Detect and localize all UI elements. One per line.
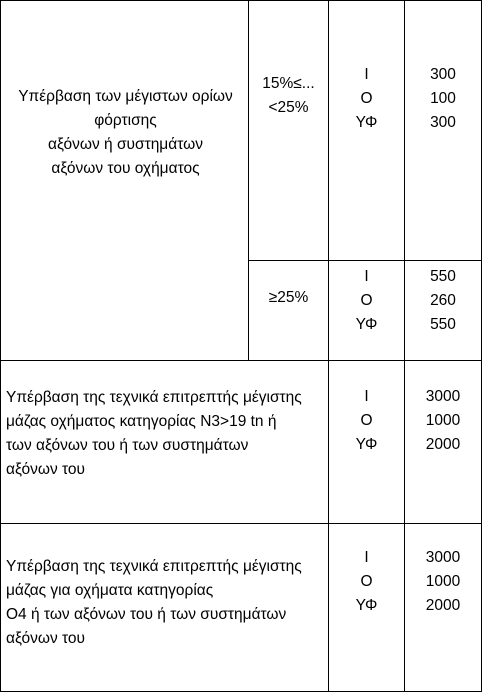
description-line: αξόνων ή συστημάτων — [48, 136, 203, 153]
violation-description — [1, 361, 329, 524]
violation-description — [1, 1, 249, 361]
amount-value: 3000 — [425, 388, 461, 405]
code-label: Ο — [360, 292, 373, 309]
code-label: Ι — [364, 388, 369, 405]
amount-value: 2000 — [425, 436, 461, 453]
description-line: Υπέρβαση των μέγιστων ορίων — [18, 88, 233, 105]
description-line: των αξόνων του ή των συστημάτων — [6, 437, 249, 454]
code-label: ΥΦ — [355, 316, 378, 333]
amount-cell — [405, 524, 482, 692]
code-label: ΥΦ — [355, 436, 378, 453]
table-row — [1, 361, 482, 524]
description-line: αξόνων του οχήματος — [51, 160, 200, 177]
code-label: Ι — [364, 549, 369, 566]
code-cell — [329, 361, 405, 524]
description-line: μάζας για οχήματα κατηγορίας — [6, 582, 214, 599]
amount-value: 550 — [430, 316, 456, 333]
code-label: ΥΦ — [355, 114, 378, 131]
threshold-line: <25% — [268, 99, 309, 116]
code-cell — [329, 1, 405, 261]
code-cell — [329, 524, 405, 692]
code-label: Ο — [360, 412, 373, 429]
amount-cell — [405, 261, 482, 361]
amount-value: 1000 — [425, 412, 461, 429]
code-label: Ο — [360, 90, 373, 107]
threshold-cell — [249, 261, 329, 361]
description-line: αξόνων του — [6, 461, 86, 478]
amount-value: 2000 — [425, 597, 461, 614]
amount-value: 1000 — [425, 573, 461, 590]
amount-value: 300 — [430, 66, 456, 83]
description-line: αξόνων του — [6, 630, 86, 647]
violation-description — [1, 524, 329, 692]
threshold-cell — [249, 1, 329, 261]
description-line: μάζας οχήματος κατηγορίας N3>19 tn ή — [6, 413, 277, 430]
threshold-line: 15%≤... — [262, 75, 315, 92]
amount-value: 100 — [430, 90, 456, 107]
description-line: Υπέρβαση της τεχνικά επιτρεπτής μέγιστης — [6, 558, 302, 575]
code-cell — [329, 261, 405, 361]
code-label: ΥΦ — [355, 597, 378, 614]
amount-value: 550 — [430, 268, 456, 285]
amount-value: 300 — [430, 114, 456, 131]
table-row — [1, 524, 482, 692]
code-label: Ι — [364, 268, 369, 285]
description-line: φόρτισης — [94, 112, 157, 129]
description-line: Υπέρβαση της τεχνικά επιτρεπτής μέγιστης — [6, 389, 302, 406]
amount-cell — [405, 361, 482, 524]
table-row — [1, 1, 482, 261]
amount-value: 260 — [430, 292, 456, 309]
amount-value: 3000 — [425, 549, 461, 566]
threshold-line: ≥25% — [268, 289, 309, 306]
amount-cell — [405, 1, 482, 261]
code-label: Ο — [360, 573, 373, 590]
code-label: Ι — [364, 66, 369, 83]
description-line: O4 ή των αξόνων του ή των συστημάτων — [6, 606, 287, 623]
